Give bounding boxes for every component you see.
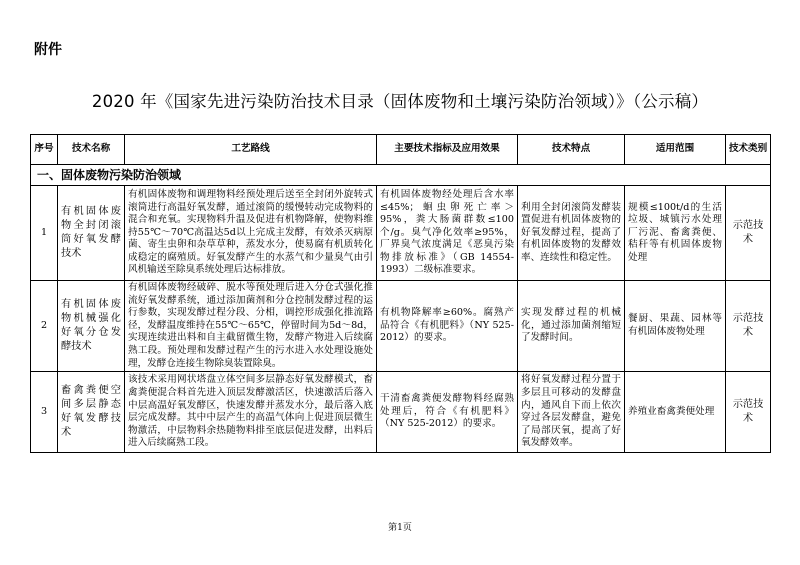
cell-category: 示范技术	[726, 372, 771, 453]
document-title: 2020 年《国家先进污染防治技术目录（固体废物和土壤污染防治领域）》（公示稿）	[91, 92, 709, 111]
cell-num: 2	[31, 281, 58, 372]
header-features: 技术特点	[518, 135, 625, 165]
cell-num: 3	[31, 372, 58, 453]
cell-scope: 养殖业畜禽粪便处理	[625, 372, 726, 453]
header-route: 工艺路线	[125, 135, 377, 165]
header-index: 主要技术指标及应用效果	[377, 135, 518, 165]
technology-catalog-table	[30, 134, 771, 453]
page-number: 第1页	[388, 523, 412, 533]
header-num: 序号	[31, 135, 58, 165]
table-row	[31, 281, 771, 372]
cell-route: 有机固体废物和调理物料经预处理后送至全封闭外旋转式滚筒进行高温好氧发酵，通过滚筒的缓慢转动完成物料的混合和充氧。实现物料升温及促进有机物降解，使物料维持55℃～70℃高温达5d以上完成主发酵，有效杀灭病原菌、寄生虫卵和杂草草种，蒸发水分，使易腐有机质转化成稳定的腐殖质。好氧发酵产生的水蒸气和少量臭气由引风机输送至除臭系统处理后达标排放。	[125, 186, 377, 281]
table-header-row	[31, 135, 771, 165]
cell-features: 将好氧发酵过程分置于多层且可移动的发酵盘内，通风自下而上依次穿过各层发酵盘，避免了局部厌氧，提高了好氧发酵效率。	[518, 372, 625, 453]
cell-features: 利用全封闭滚筒发酵装置促进有机固体废物的好氧发酵过程，提高了有机固体废物的发酵效率、连续性和稳定性。	[518, 186, 625, 281]
cell-name: 有机固体废物机械强化好氧分仓发酵技术	[58, 281, 125, 372]
cell-scope: 规模≤100t/d的生活垃圾、城镇污水处理厂污泥、畜禽粪便、秸秆等有机固体废物处理	[625, 186, 726, 281]
cell-route: 该技术采用网状塔盘立体空间多层静态好氧发酵模式，畜禽粪便混合料首先进入顶层发酵激活区，快速激活后落入中层高温好氧发酵区，快速发酵并蒸发水分，最后落入底层完成发酵。其中中层产生的高温气体向上促进顶层微生物激活，中层物料余热随物料排至底层促进发酵，出料后进入后续腐熟工段。	[125, 372, 377, 453]
section-title: 一、固体废物污染防治领域	[31, 165, 771, 186]
header-category: 技术类别	[726, 135, 771, 165]
cell-index: 有机物降解率≥60%。腐熟产品符合《有机肥料》（NY 525-2012）的要求。	[377, 281, 518, 372]
cell-scope: 餐厨、果蔬、园林等有机固体废物处理	[625, 281, 726, 372]
cell-name: 有机固体废物全封闭滚筒好氧发酵技术	[58, 186, 125, 281]
cell-route: 有机固体废物经破碎、脱水等预处理后进入分仓式强化推流好氧发酵系统，通过添加菌剂和分仓控制发酵过程的运行参数，实现发酵过程分段、分相，调控形成强化推流路径，发酵温度维持在55℃～65℃，停留时间为5d～8d，实现连续进出料和自主截留微生物，发酵产物进入后续腐熟工段。预处理和发酵过程产生的污水进入水处理设施处理，发酵仓连接生物除臭装置除臭。	[125, 281, 377, 372]
cell-num: 1	[31, 186, 58, 281]
table-row	[31, 186, 771, 281]
table-row	[31, 372, 771, 453]
header-scope: 适用范围	[625, 135, 726, 165]
cell-index: 干清畜禽粪便发酵物料经腐熟处理后，符合《有机肥料》（NY 525-2012）的要求。	[377, 372, 518, 453]
cell-name: 畜禽粪便空间多层静态好氧发酵技术	[58, 372, 125, 453]
cell-category: 示范技术	[726, 281, 771, 372]
cell-category: 示范技术	[726, 186, 771, 281]
section-row	[31, 165, 771, 186]
attachment-label: 附件	[34, 42, 62, 58]
cell-features: 实现发酵过程的机械化，通过添加菌剂缩短了发酵时间。	[518, 281, 625, 372]
cell-index: 有机固体废物经处理后含水率≤45%；蛔虫卵死亡率＞95%，粪大肠菌群数≤100 个/g。臭气净化效率≥95%，厂界臭气浓度满足《恶臭污染物排放标准》（GB 14554-1993）二级标准要求。	[377, 186, 518, 281]
header-name: 技术名称	[58, 135, 125, 165]
